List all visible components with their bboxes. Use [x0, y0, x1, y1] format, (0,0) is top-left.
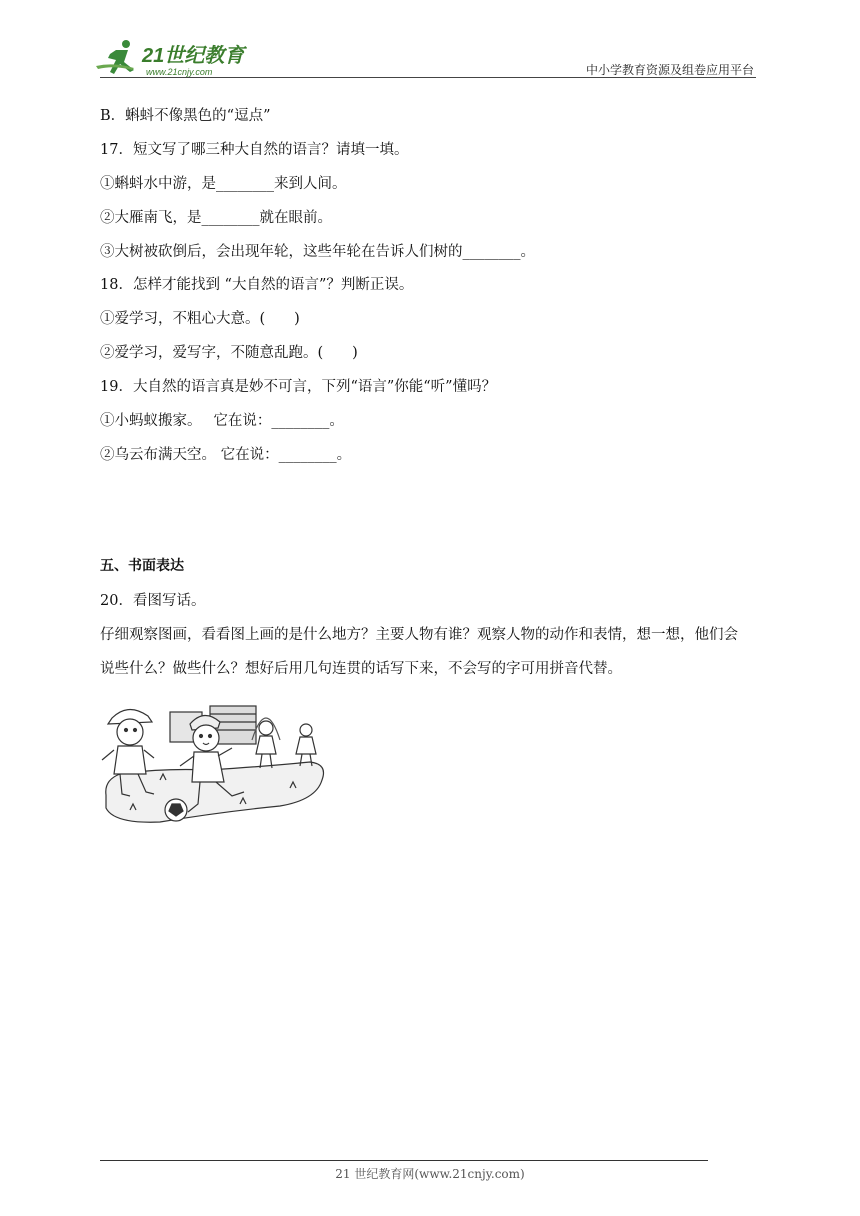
question-17: 17．短文写了哪三种大自然的语言？请填一填。: [100, 142, 409, 158]
q20-instruction-line-2: 说些什么？做些什么？想好后用几句连贯的话写下来，不会写的字可用拼音代替。: [100, 661, 622, 677]
footer-text: 21 世纪教育网(www.21cnjy.com): [335, 1167, 525, 1181]
q20-instruction-line-1: 仔细观察图画，看看图上画的是什么地方？主要人物有谁？观察人物的动作和表情，想一想，他们会: [100, 627, 738, 643]
q17-item-1: ①蝌蚪水中游，是________来到人间。: [100, 176, 347, 192]
logo-text: 21世纪教育: [142, 45, 245, 67]
section-title: 五、书面表达: [100, 558, 184, 574]
option-b: B．蝌蚪不像黑色的“逗点”: [100, 108, 271, 124]
header-platform-text: 中小学教育资源及组卷应用平台: [585, 63, 754, 77]
question-20: 20．看图写话。: [100, 593, 206, 609]
runner-icon: [96, 40, 134, 74]
site-logo: [94, 36, 264, 80]
q17-item-2: ②大雁南飞，是________就在眼前。: [100, 210, 332, 226]
playground-illustration: [100, 700, 330, 832]
question-19: 19．大自然的语言真是妙不可言，下列“语言”你能“听”懂吗？: [100, 379, 497, 395]
footer-divider: [100, 1160, 708, 1161]
q17-item-3: ③大树被砍倒后，会出现年轮，这些年轮在告诉人们树的________。: [100, 244, 535, 260]
logo-url: www.21cnjy.com: [146, 67, 213, 77]
header-divider: [100, 77, 756, 78]
question-18: 18．怎样才能找到 “大自然的语言”？判断正误。: [100, 277, 414, 293]
q19-item-2: ②乌云布满天空。 它在说：________。: [100, 447, 352, 463]
q18-item-2: ②爱学习，爱写字，不随意乱跑。( ): [100, 345, 358, 361]
q18-item-1: ①爱学习，不粗心大意。( ): [100, 311, 300, 327]
q19-item-1: ①小蚂蚁搬家。 它在说：________。: [100, 413, 344, 429]
